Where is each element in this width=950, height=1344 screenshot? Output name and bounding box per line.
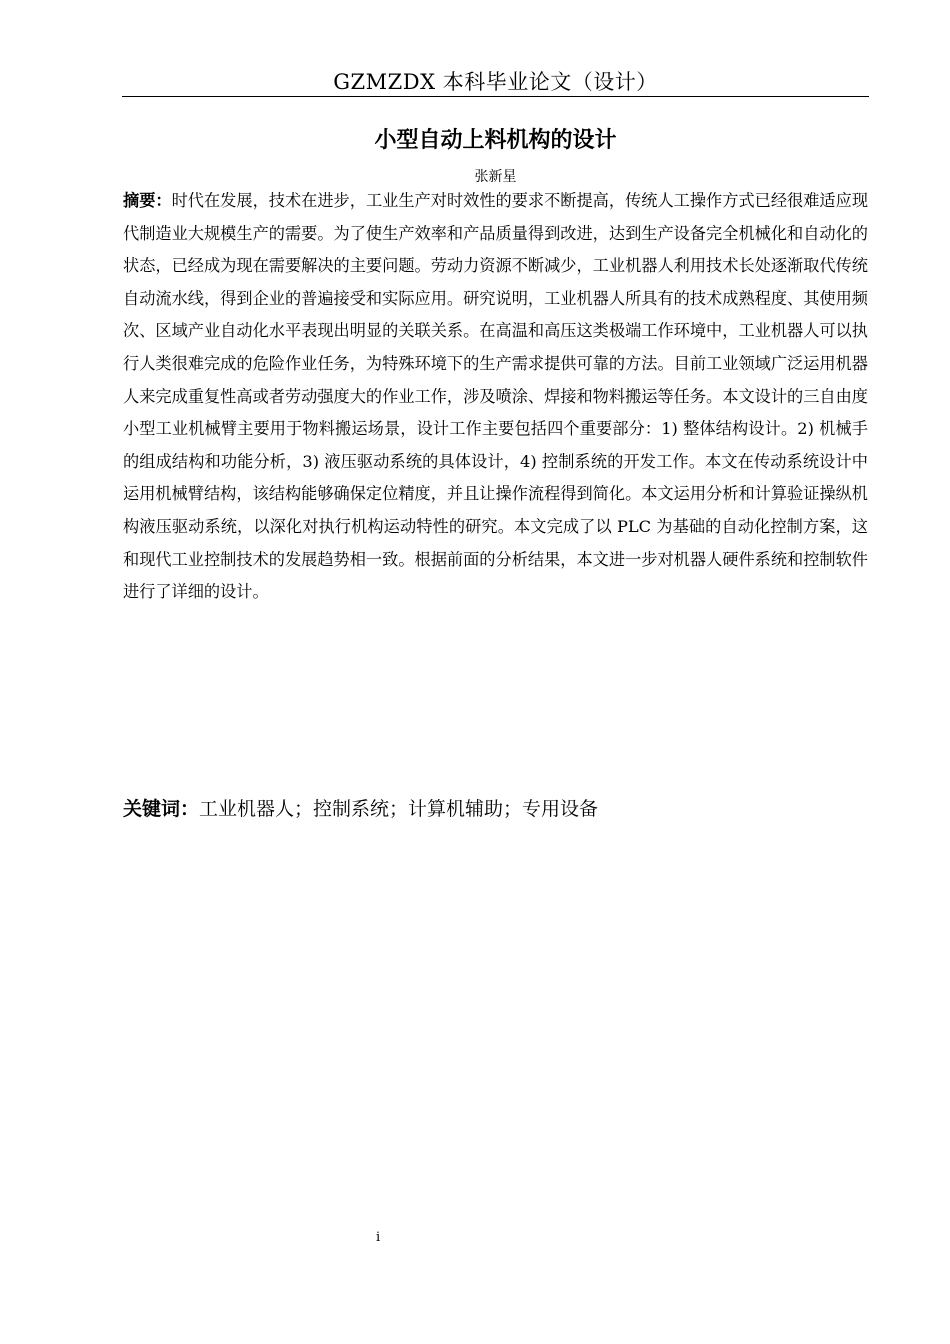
abstract-paragraph — [123, 185, 868, 609]
abstract-text: 时代在发展，技术在进步，工业生产对时效性的要求不断提高，传统人工操作方式已经很难适应现代制造业大规模生产的需要。为了使生产效率和产品质量得到改进，达到生产设备完全机械化和自动化的状态，已经成为现在需要解决的主要问题。劳动力资源不断减少，工业机器人利用技术长处逐渐取代传统自动流水线，得到企业的普遍接受和实际应用。研究说明，工业机器人所具有的技术成熟程度、其使用频次、区域产业自动化水平表现出明显的关联关系。在高温和高压这类极端工作环境中，工业机器人可以执行人类很难完成的危险作业任务，为特殊环境下的生产需求提供可靠的方法。目前工业领域广泛运用机器人来完成重复性高或者劳动强度大的作业工作，涉及喷涂、焊接和物料搬运等任务。本文设计的三自由度小型工业机械臂主要用于物料搬运场景，设计工作主要包括四个重要部分：1) 整体结构设计。2) 机械手的组成结构和功能分析，3) 液压驱动系统的具体设计，4) 控制系统的开发工作。本文在传动系统设计中运用机械臂结构，该结构能够确保定位精度，并且让操作流程得到简化。本文运用分析和计算验证操纵机构液压驱动系统，以深化对执行机构运动特性的研究。本文完成了以 PLC 为基础的自动化控制方案，这和现代工业控制技术的发展趋势相一致。根据前面的分析结果，本文进一步对机器人硬件系统和控制软件进行了详细的设计。 — [123, 191, 869, 602]
keywords-label: 关键词： — [123, 798, 200, 820]
running-header: GZMZDX 本科毕业论文（设计） — [333, 70, 658, 94]
paper-title: 小型自动上料机构的设计 — [374, 128, 617, 153]
abstract-label: 摘要： — [123, 191, 172, 210]
keywords-line — [123, 794, 868, 824]
page-number: i — [376, 1230, 381, 1245]
header-rule — [122, 96, 869, 97]
author-name: 张新星 — [474, 169, 517, 185]
keywords-text: 工业机器人；控制系统；计算机辅助；专用设备 — [199, 798, 599, 820]
